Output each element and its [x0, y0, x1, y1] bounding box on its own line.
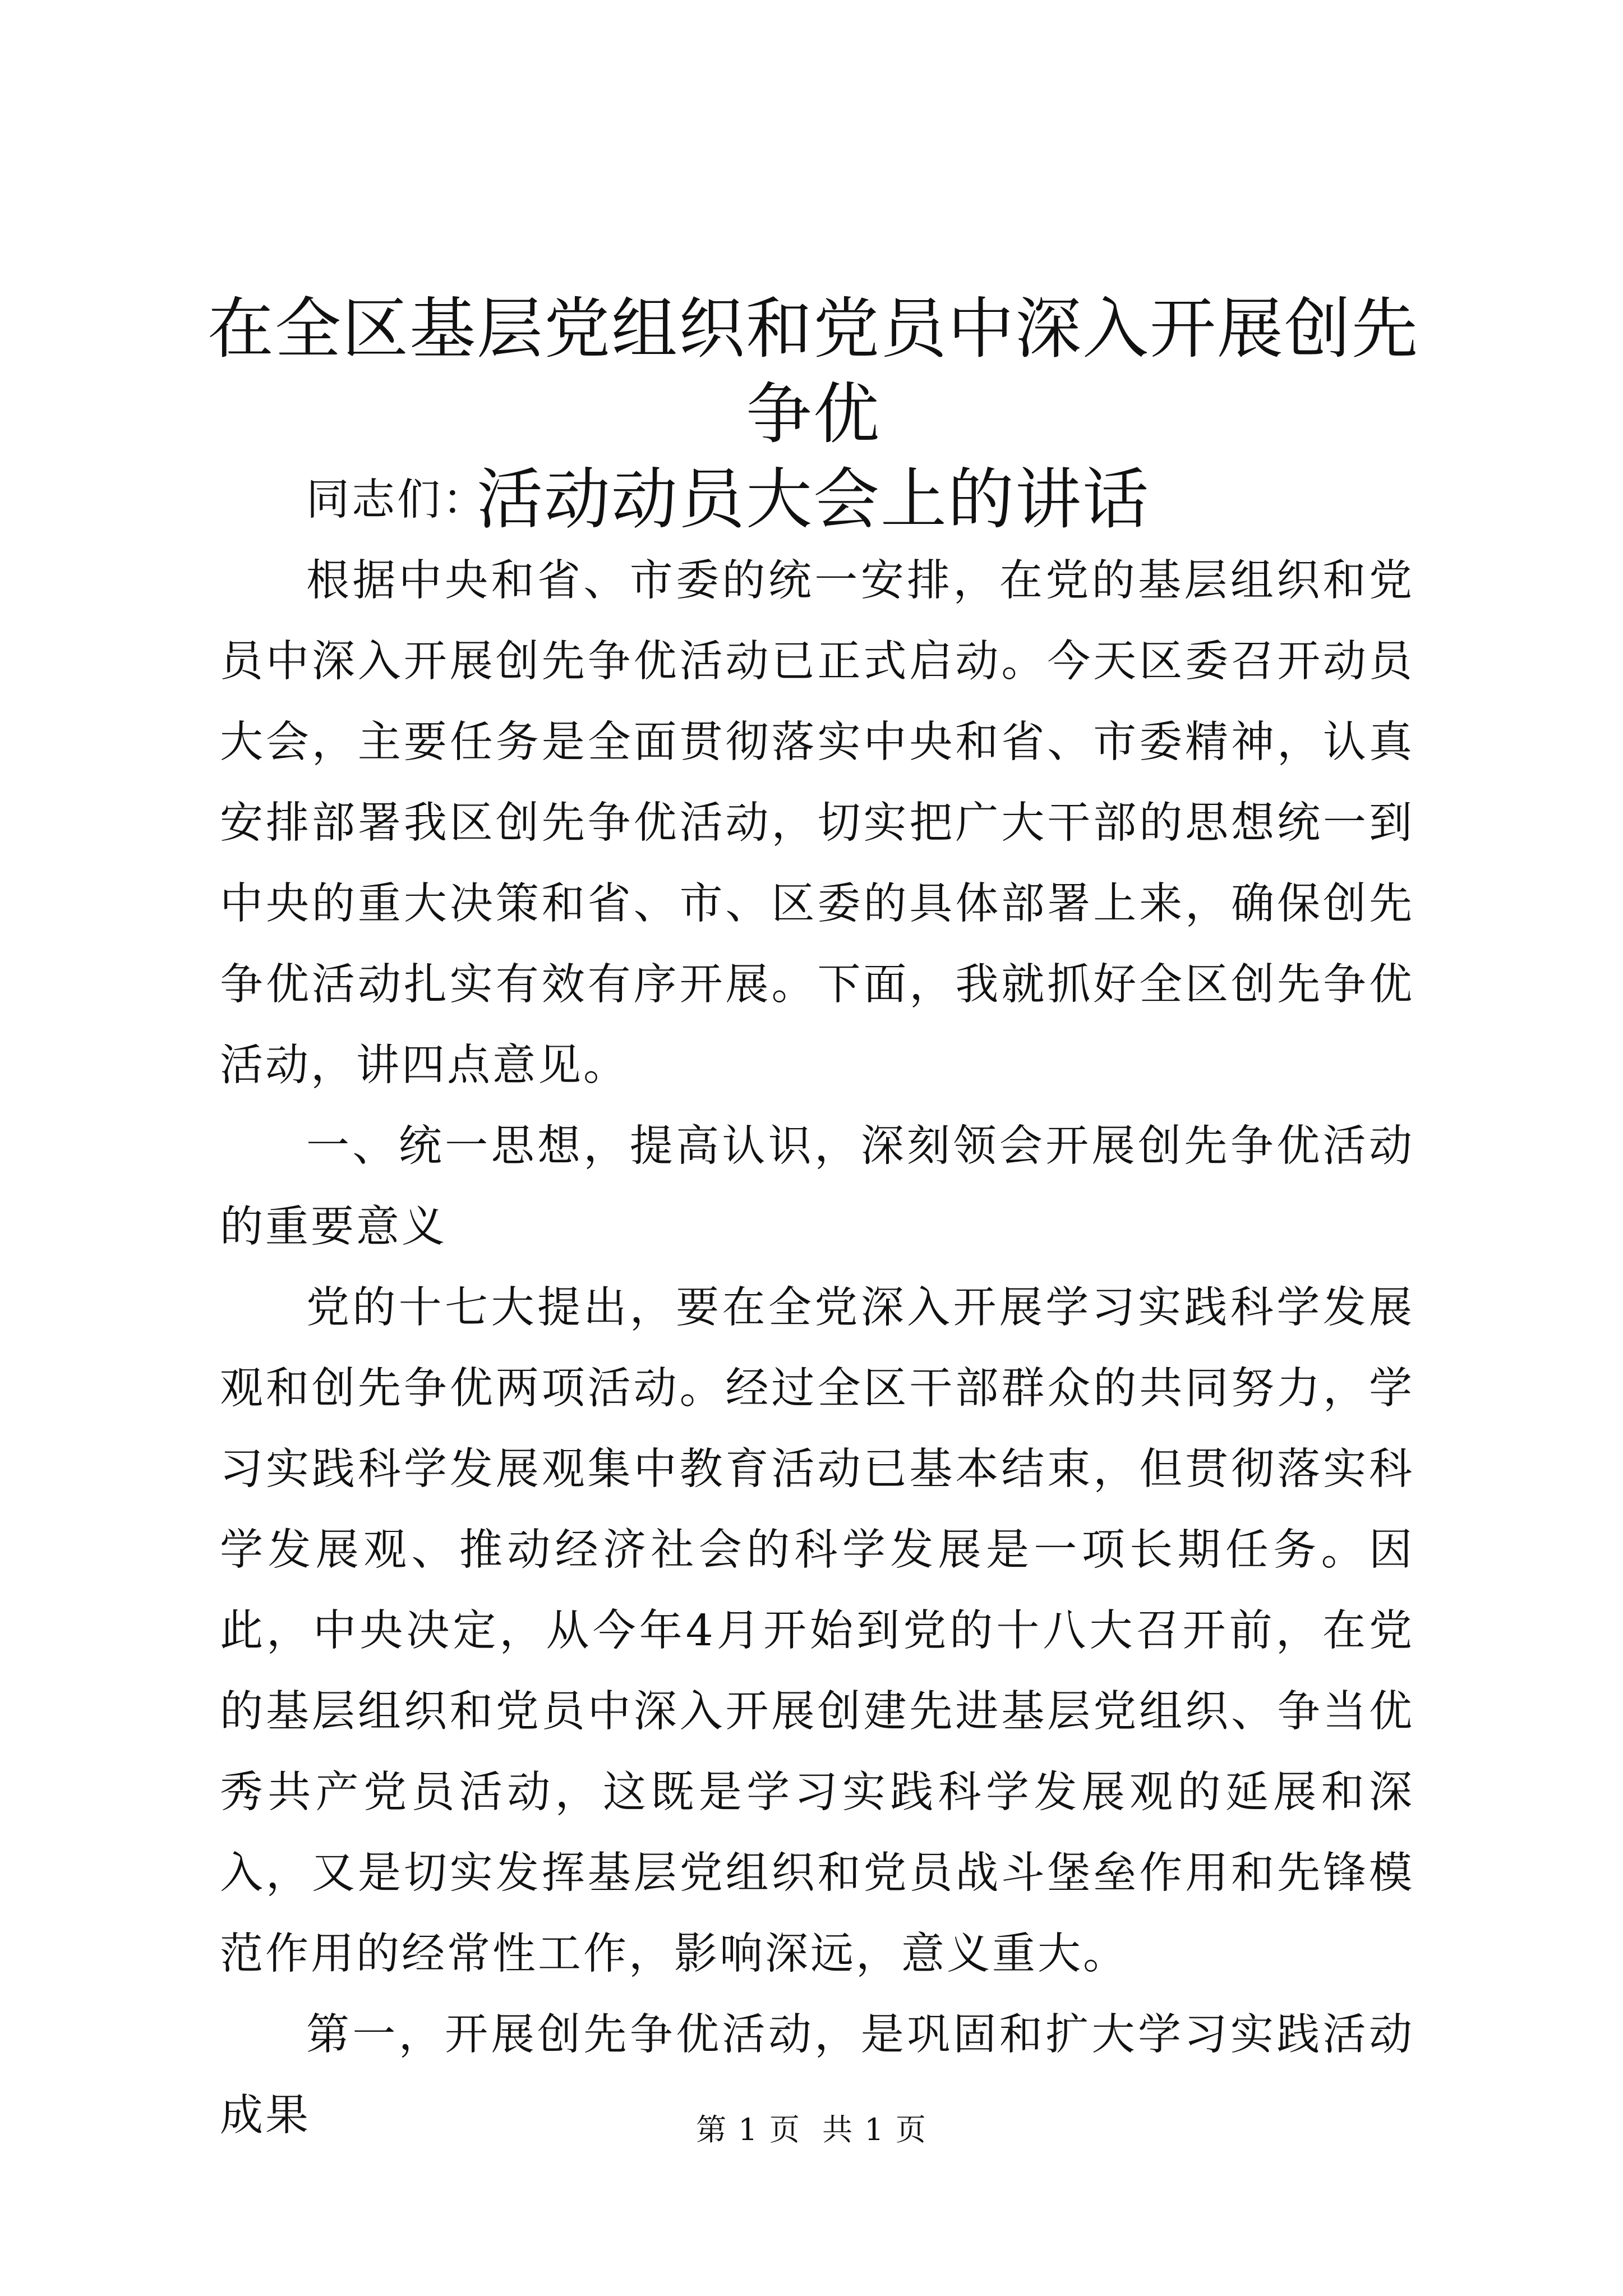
- section-heading-1: 一、统一思想，提高认识，深刻领会开展创先争优活动的重要意义: [220, 1121, 1414, 1252]
- paragraph-point-1: 第一，开展创先争优活动，是巩固和扩大学习实践活动成果: [220, 2010, 1414, 2141]
- page-footer: [0, 2110, 1623, 2150]
- title-line-1: 在全区基层党组织和党员中深入开展创先争优: [208, 290, 1419, 453]
- document-body: [220, 460, 1414, 2156]
- paragraph-intro: 根据中央和省、市委的统一安排，在党的基层组织和党员中深入开展创先争优活动已正式启动。今天区委召开动员大会，主要任务是全面贯彻落实中央和省、市委精神，认真安排部署我区创先争优活动，切实把广大干部的思想统一到中央的重大决策和省、市、区委的具体部署上来，确保创先争优活动扎实有效有序开展。下面，我就抓好全区创先争优活动，讲四点意见。: [220, 556, 1414, 1091]
- title-line-2: 活动动员大会上的讲话: [476, 461, 1150, 538]
- salutation: 同志们：: [306, 475, 488, 525]
- page-number-label: 第 1 页 共 1 页: [696, 2112, 927, 2147]
- paragraph-body: 党的十七大提出，要在全党深入开展学习实践科学发展观和创先争优两项活动。经过全区干部群众的共同努力，学习实践科学发展观集中教育活动已基本结束，但贯彻落实科学发展观、推动经济社会的科学发展是一项长期任务。因此，中央决定，从今年4月开始到党的十八大召开前，在党的基层组织和党员中深入开展创建先进基层党组织、争当优秀共产党员活动，这既是学习实践科学发展观的延展和深入，又是切实发挥基层党组织和党员战斗堡垒作用和先锋模范作用的经常性工作，影响深远，意义重大。: [220, 1283, 1414, 1979]
